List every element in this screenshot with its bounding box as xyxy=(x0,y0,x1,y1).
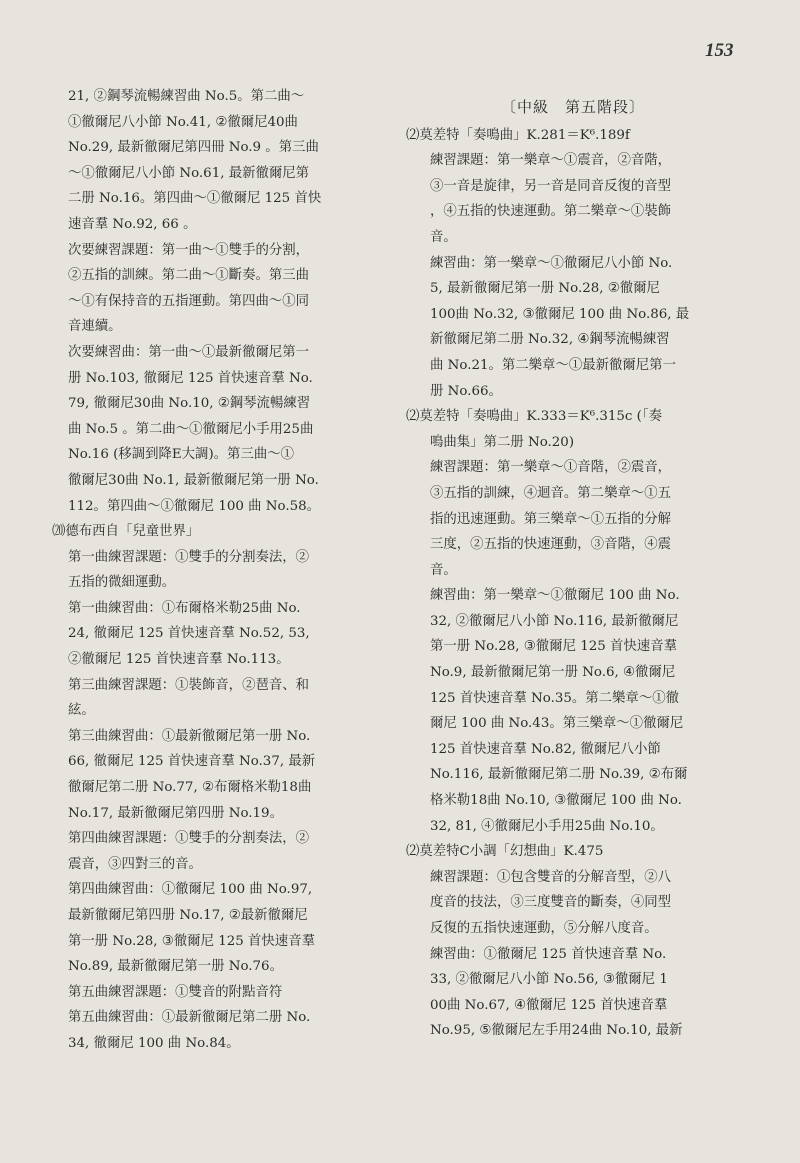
right-column-line: ⑵莫差特「奏鳴曲」K.333＝K⁶.315c (「奏 xyxy=(406,409,662,425)
left-column-line: 五指的微細運動。 xyxy=(68,575,176,591)
right-column-line: 新徹爾尼第二册 No.32, ④鋼琴流暢練習 xyxy=(430,332,670,348)
right-column-line: No.116, 最新徹爾尼第二册 No.39, ②布爾 xyxy=(430,767,688,783)
right-column-line: 册 No.66。 xyxy=(430,383,502,399)
left-column-line: 册 No.103, 徹爾尼 125 首快速音羣 No. xyxy=(68,370,313,386)
left-column-line: 徹爾尼30曲 No.1, 最新徹爾尼第一册 No. xyxy=(68,472,319,488)
right-column-line: 練習課題：第一樂章～①震音，②音階， xyxy=(430,153,672,169)
left-column-line: No.89, 最新徹爾尼第一册 No.76。 xyxy=(68,959,283,975)
right-column-line: 第一册 No.28, ③徹爾尼 125 首快速音羣 xyxy=(430,639,677,655)
section-heading: 〔中級 第五階段〕 xyxy=(500,98,645,116)
left-column-line: 112。第四曲～①徹爾尼 100 曲 No.58。 xyxy=(68,498,321,514)
right-column-line: No.95, ⑤徹爾尼左手用24曲 No.10, 最新 xyxy=(430,1023,683,1039)
left-column-line: ～①有保持音的五指運動。第四曲～①同 xyxy=(68,293,310,309)
right-column-line: ③五指的訓練，④迴音。第二樂章～①五 xyxy=(430,485,672,501)
left-column-line: 音連續。 xyxy=(68,319,122,335)
right-column-line: ⑵莫差特「奏鳴曲」K.281＝K⁶.189f xyxy=(406,127,630,143)
left-column-line: 第一曲練習課題：①雙手的分割奏法，② xyxy=(68,549,310,565)
right-column-line: 125 首快速音羣 No.82, 徹爾尼八小節 xyxy=(430,741,661,757)
right-column-line: 33, ②徹爾尼八小節 No.56, ③徹爾尼 1 xyxy=(430,972,668,988)
page-number: 153 xyxy=(705,40,734,61)
left-column-line: 21, ②鋼琴流暢練習曲 No.5。第二曲～ xyxy=(68,89,305,104)
left-column-line: ①徹爾尼八小節 No.41, ②徹爾尼40曲 xyxy=(68,114,298,130)
left-column-line: 第五曲練習曲：①最新徹爾尼第二册 No. xyxy=(68,1010,311,1026)
left-column-line: 次要練習曲：第一曲～①最新徹爾尼第一 xyxy=(68,344,310,360)
left-column-line: 第三曲練習課題：①裝飾音，②琶音、和 xyxy=(68,677,310,693)
right-column-line: 鳴曲集」第二册 No.20) xyxy=(430,434,575,450)
left-column-line: 絃。 xyxy=(68,703,95,719)
left-column-line: 第一曲練習曲：①布爾格米勒25曲 No. xyxy=(68,600,301,616)
left-column-line: 曲 No.5 。第二曲～①徹爾尼小手用25曲 xyxy=(68,421,314,437)
left-column-line: 最新徹爾尼第四册 No.17, ②最新徹爾尼 xyxy=(68,908,308,923)
left-column-line: 第一册 No.28, ③徹爾尼 125 首快速音羣 xyxy=(68,933,315,949)
right-column-line: 32, ②徹爾尼八小節 No.116, 最新徹爾尼 xyxy=(430,613,679,629)
left-column-line: 次要練習課題：第一曲～①雙手的分割， xyxy=(68,242,310,258)
right-column-line: 練習曲：第一樂章～①徹爾尼八小節 No. xyxy=(430,255,673,271)
left-column-line: 震音，③四對三的音。 xyxy=(68,856,202,872)
right-column-line: 反復的五指快速運動，⑤分解八度音。 xyxy=(430,921,658,936)
right-column-line: 度音的技法，③三度雙音的斷奏，④同型 xyxy=(430,895,672,911)
right-column-line: 音。 xyxy=(430,562,457,578)
right-column-line: 練習課題：①包含雙音的分解音型，②八 xyxy=(430,869,672,885)
right-column-line: ⑵莫差特C小調「幻想曲」K.475 xyxy=(406,844,604,860)
right-column-line: 100曲 No.32, ③徹爾尼 100 曲 No.86, 最 xyxy=(430,306,690,322)
right-column-line: 指的迅速運動。第三樂章～①五指的分解 xyxy=(430,511,672,527)
left-column-line: No.17, 最新徹爾尼第四册 No.19。 xyxy=(68,805,283,821)
left-column-line: 徹爾尼第二册 No.77, ②布爾格米勒18曲 xyxy=(68,780,312,796)
left-text-column xyxy=(52,84,380,1057)
right-column-line: 三度，②五指的快速運動，③音階，④震 xyxy=(430,537,672,553)
left-column-line: 34, 徹爾尼 100 曲 No.84。 xyxy=(68,1035,240,1051)
right-column-line: 曲 No.21。第二樂章～①最新徹爾尼第一 xyxy=(430,357,676,373)
left-column-line: 66, 徹爾尼 125 首快速音羣 No.37, 最新 xyxy=(68,754,316,770)
left-column-line: ②徹爾尼 125 首快速音羣 No.113。 xyxy=(68,652,290,668)
right-column-line: 00曲 No.67, ④徹爾尼 125 首快速音羣 xyxy=(430,997,668,1013)
right-column-line: No.9, 最新徹爾尼第一册 No.6, ④徹爾尼 xyxy=(430,665,676,681)
right-column-line: 32, 81, ④徹爾尼小手用25曲 No.10。 xyxy=(430,818,664,834)
right-column-line: 爾尼 100 曲 No.43。第三樂章～①徹爾尼 xyxy=(430,716,684,732)
left-column-line: 第四曲練習課題：①雙手的分割奏法，② xyxy=(68,831,310,847)
right-column-line: 練習課題：第一樂章～①音階，②震音， xyxy=(430,460,672,476)
left-column-line: 第三曲練習曲：①最新徹爾尼第一册 No. xyxy=(68,728,311,744)
right-column-line: 音。 xyxy=(430,229,457,245)
right-column-line: ③一音是旋律，另一音是同音反復的音型 xyxy=(430,178,672,194)
right-column-line: 練習曲：①徹爾尼 125 首快速音羣 No. xyxy=(430,946,667,962)
left-column-line: 二册 No.16。第四曲～①徹爾尼 125 首快 xyxy=(68,191,322,207)
left-column-line: ～①徹爾尼八小節 No.61, 最新徹爾尼第 xyxy=(68,165,310,181)
left-column-line: No.29, 最新徹爾尼第四冊 No.9 。第三曲 xyxy=(68,140,319,156)
right-column-line: 5, 最新徹爾尼第一册 No.28, ②徹爾尼 xyxy=(430,281,660,297)
left-column-line: 79, 徹爾尼30曲 No.10, ②鋼琴流暢練習 xyxy=(68,396,311,412)
left-column-line: 第四曲練習曲：①徹爾尼 100 曲 No.97, xyxy=(68,882,313,898)
left-column-line: 速音羣 No.92, 66 。 xyxy=(68,216,197,232)
right-column-line: ，④五指的快速運動。第二樂章～①裝飾 xyxy=(430,204,672,220)
right-column-line: 格米勒18曲 No.10, ③徹爾尼 100 曲 No. xyxy=(430,793,682,809)
left-column-line: ②五指的訓練。第二曲～①斷奏。第三曲 xyxy=(68,268,310,284)
right-column-line: 125 首快速音羣 No.35。第二樂章～①徹 xyxy=(430,690,679,706)
left-column-line: ⒇德布西自「兒童世界」 xyxy=(52,524,200,540)
left-column-line: No.16 (移調到降E大調)。第三曲～① xyxy=(68,447,295,463)
right-text-column xyxy=(406,95,740,1044)
left-column-line: 第五曲練習課題：①雙音的附點音符 xyxy=(68,984,283,1000)
left-column-line: 24, 徹爾尼 125 首快速音羣 No.52, 53, xyxy=(68,626,310,642)
right-column-line: 練習曲：第一樂章～①徹爾尼 100 曲 No. xyxy=(430,588,680,604)
